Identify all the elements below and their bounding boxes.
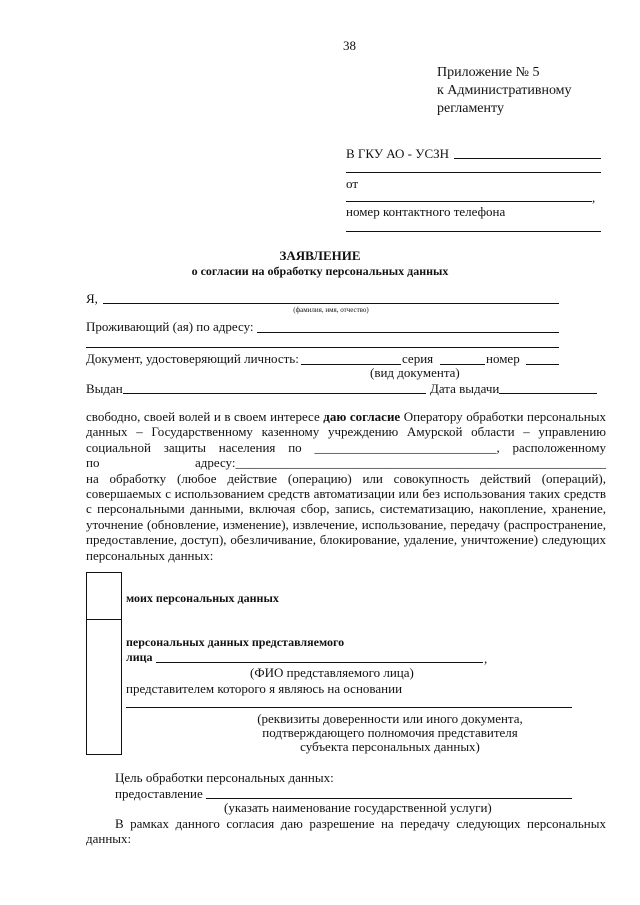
address-field-2[interactable] — [86, 347, 559, 348]
from-comma: , — [592, 190, 596, 205]
document-label: Документ, удостоверяющий личность: — [86, 351, 299, 366]
phone-field[interactable] — [346, 231, 601, 232]
service-name-field[interactable] — [206, 798, 572, 799]
issued-label: Выдан — [86, 381, 123, 396]
number-field[interactable] — [526, 364, 559, 365]
page-number: 38 — [343, 38, 356, 53]
i-label: Я, — [86, 291, 98, 306]
phone-label: номер контактного телефона — [346, 204, 506, 219]
appendix-line: к Административному — [437, 83, 572, 98]
document-type-hint: (вид документа) — [370, 365, 460, 380]
consent-line: уточнение (обновление, изменение), извлечение, использование, передачу (распространение, — [86, 516, 606, 532]
address-field[interactable] — [257, 332, 559, 333]
series-label: серия — [402, 351, 434, 366]
consent-line: совершаемых с использованием средств автоматизации или без использования таких средств — [86, 486, 606, 502]
consent-line: на обработку (любое действие (операцию) или совокупность действий (операций), — [86, 470, 606, 486]
basis-hint-2: подтверждающего полномочия представителя — [262, 725, 518, 740]
appendix-line: регламенту — [437, 101, 504, 116]
issue-date-field[interactable] — [499, 393, 597, 394]
provision-label: предоставление — [115, 786, 203, 801]
addressee-field-2[interactable] — [346, 172, 601, 173]
fio-field[interactable] — [103, 303, 559, 304]
represented-label-2: лица — [126, 650, 153, 664]
transfer-paragraph — [86, 816, 606, 847]
consent-line: по адресу:_________________________________________________________ — [86, 455, 606, 471]
represented-fio-hint: (ФИО представляемого лица) — [250, 665, 414, 680]
basis-label: представителем которого я являюсь на основании — [126, 681, 403, 696]
issued-field[interactable] — [123, 393, 426, 394]
consent-line: свободно, своей волей и в своем интересе даю согласие Оператору обработки персональных — [86, 409, 606, 424]
appendix-block — [437, 64, 572, 118]
address-label: Проживающий (ая) по адресу: — [86, 319, 254, 334]
from-field[interactable] — [346, 201, 592, 202]
service-name-hint: (указать наименование государственной услуги) — [224, 800, 492, 815]
appendix-line: Приложение № 5 — [437, 65, 540, 80]
transfer-line: В рамках данного согласия даю разрешение на передачу следующих персональных — [115, 816, 606, 831]
consent-line: данных – Государственному казенному учреждению Амурской области – управлению — [86, 424, 606, 440]
basis-hint-3: субъекта персональных данных) — [300, 739, 480, 754]
consent-line: с персональными данными, включая сбор, запись, систематизацию, накопление, хранение, — [86, 501, 606, 517]
consent-line: предоставление, доступ), обезличивание, блокирование, удаление, уничтожение) следующих — [86, 532, 606, 548]
consent-paragraph — [86, 409, 606, 563]
document-subtitle: о согласии на обработку персональных данных — [191, 264, 449, 278]
document-title: ЗАЯВЛЕНИЕ — [279, 248, 361, 263]
represented-comma: , — [484, 651, 488, 666]
own-data-label: моих персональных данных — [126, 591, 279, 605]
consent-emphasis: даю согласие — [323, 409, 401, 424]
consent-line: социальной защиты населения по ____________________________, расположенному — [86, 439, 606, 455]
basis-field[interactable] — [126, 707, 572, 708]
purpose-label: Цель обработки персональных данных: — [115, 770, 334, 785]
own-data-checkbox[interactable] — [86, 572, 122, 620]
represented-data-checkbox[interactable] — [86, 618, 122, 755]
number-label: номер — [486, 351, 520, 366]
represented-label-1: персональных данных представляемого — [126, 635, 345, 649]
addressee-field[interactable] — [454, 158, 601, 159]
issue-date-label: Дата выдачи — [430, 381, 500, 396]
addressee-label: В ГКУ АО - УСЗН — [346, 146, 450, 161]
transfer-line: данных: — [86, 831, 132, 847]
basis-hint-1: (реквизиты доверенности или иного документа, — [257, 711, 523, 726]
from-label: от — [346, 176, 359, 191]
consent-line: персональных данных: — [86, 547, 214, 563]
fio-hint: (фамилия, имя, отчество) — [293, 306, 369, 314]
represented-fio-field[interactable] — [156, 662, 483, 663]
